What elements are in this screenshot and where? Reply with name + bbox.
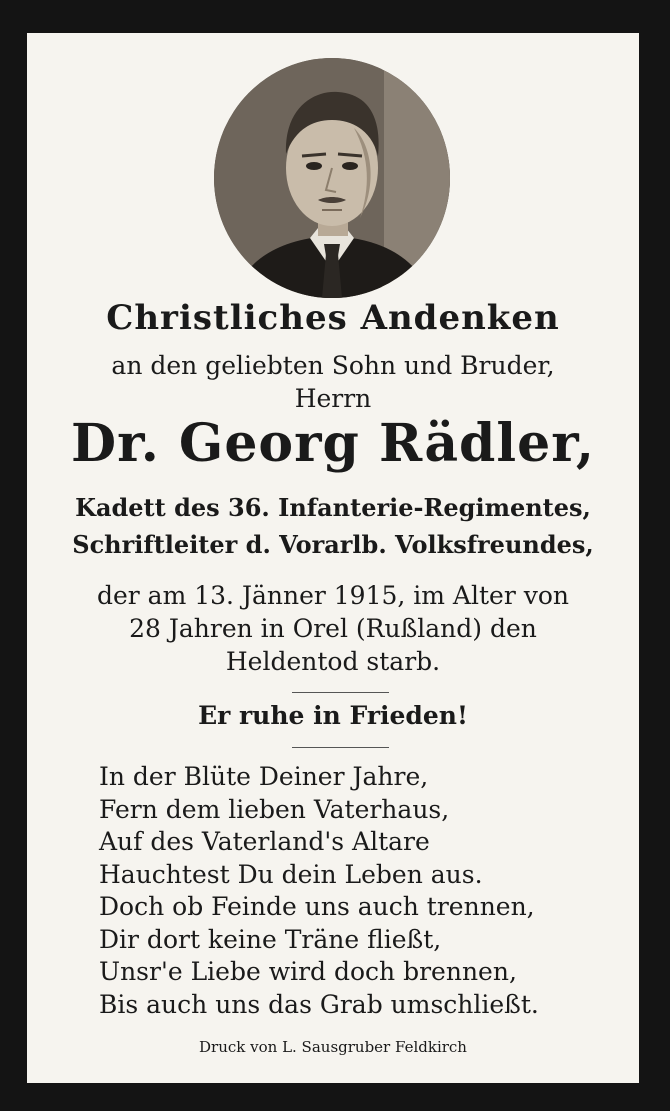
poem-line: Auf des Vaterland's Altare: [99, 827, 430, 856]
divider-bottom: [292, 747, 389, 748]
poem: [99, 761, 619, 1021]
portrait-man-image: [214, 58, 450, 298]
portrait-photo: [214, 58, 450, 298]
rank-line-2: Schriftleiter d. Vorarlb. Volksfreundes,: [72, 530, 594, 559]
rest-in-peace: Er ruhe in Frieden!: [198, 701, 468, 730]
divider-top: [292, 692, 389, 693]
death-line-2: 28 Jahren in Orel (Rußland) den: [129, 614, 537, 643]
death-line-1: der am 13. Jänner 1915, im Alter von: [96, 581, 569, 610]
poem-line: In der Blüte Deiner Jahre,: [99, 762, 429, 791]
poem-line: Fern dem lieben Vaterhaus,: [99, 794, 450, 824]
dedication-line-1: an den geliebten Sohn und Bruder,: [111, 351, 555, 380]
poem-line: Unsr'e Liebe wird doch brennen,: [99, 957, 517, 986]
dedication-line-2: Herrn: [294, 384, 372, 413]
memorial-card: [27, 33, 639, 1083]
death-line-3: Heldentod starb.: [225, 647, 441, 676]
poem-line: Doch ob Feinde uns auch trennen,: [99, 892, 535, 921]
poem-line: Dir dort keine Träne fließt,: [99, 924, 442, 954]
printer-credit: Druck von L. Sausgruber Feldkirch: [199, 1038, 467, 1056]
poem-line: Hauchtest Du dein Leben aus.: [99, 859, 483, 889]
poem-line: Bis auch uns das Grab umschließt.: [99, 989, 539, 1019]
card-heading: Christliches Andenken: [106, 298, 560, 338]
rank-line-1: Kadett des 36. Infanterie-Regimentes,: [75, 493, 591, 522]
deceased-name: Dr. Georg Rädler,: [71, 413, 595, 474]
